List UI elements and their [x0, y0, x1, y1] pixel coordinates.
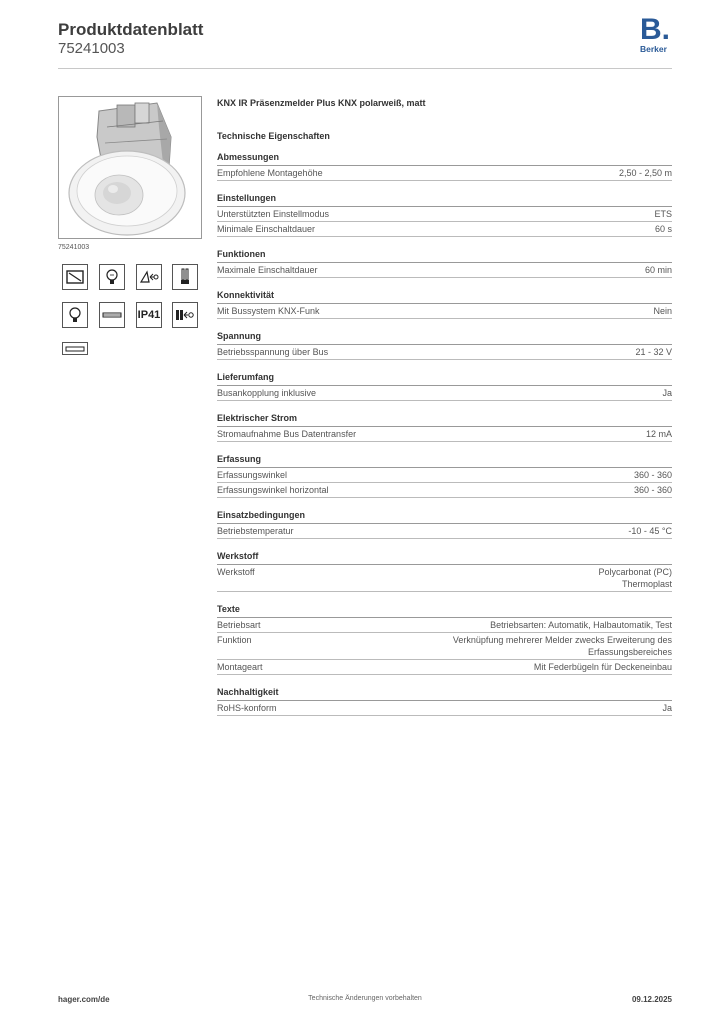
spec-row	[217, 304, 672, 319]
spec-group	[217, 330, 672, 360]
spec-group	[217, 151, 672, 181]
spec-group-title: Werkstoff	[217, 550, 672, 565]
spec-group-title: Einstellungen	[217, 192, 672, 207]
knx-icon	[172, 302, 198, 328]
page-title: Produktdatenblatt	[58, 20, 204, 39]
spec-value: Mit Federbügeln für Deckeneinbau	[533, 662, 672, 672]
header-divider	[58, 68, 672, 69]
spec-value: Ja	[662, 388, 672, 398]
spec-value: Betriebsarten: Automatik, Halbautomatik, Test	[490, 620, 672, 630]
spec-group-title: Nachhaltigkeit	[217, 686, 672, 701]
spec-row	[217, 263, 672, 278]
spec-label: Betriebsspannung über Bus	[217, 347, 329, 357]
spec-value: 60 s	[654, 224, 672, 234]
spec-row	[217, 565, 672, 592]
spec-row	[217, 207, 672, 222]
spec-row	[217, 701, 672, 716]
spec-content	[217, 96, 672, 716]
spec-label: Betriebstemperatur	[217, 526, 294, 536]
spec-group	[217, 686, 672, 716]
spec-group-title: Texte	[217, 603, 672, 618]
spec-row	[217, 660, 672, 675]
spec-group	[217, 550, 672, 592]
spec-label: RoHS-konform	[217, 703, 277, 713]
footer-notice: Technische Änderungen vorbehalten	[308, 995, 422, 1002]
spec-label: Unterstützten Einstellmodus	[217, 209, 330, 219]
bar-icon	[62, 342, 88, 355]
mounting-box-icon	[62, 264, 88, 290]
spec-row	[217, 524, 672, 539]
spec-groups	[217, 151, 672, 716]
spec-group	[217, 248, 672, 278]
page-header	[58, 20, 203, 58]
spec-group-title: Erfassung	[217, 453, 672, 468]
logo-brand: Berker	[640, 44, 667, 54]
spec-row	[217, 483, 672, 498]
spec-value: 21 - 32 V	[635, 347, 672, 357]
spec-label: Betriebsart	[217, 620, 261, 630]
ip41-label: IP41	[137, 309, 161, 321]
spec-value: Ja	[662, 703, 672, 713]
spec-group-title: Elektrischer Strom	[217, 412, 672, 427]
spec-label: Erfassungswinkel horizontal	[217, 485, 329, 495]
spec-row	[217, 427, 672, 442]
fluorescent-lamp-icon	[172, 264, 198, 290]
spec-group	[217, 453, 672, 498]
footer-date: 09.12.2025	[631, 995, 672, 1004]
spec-label: Funktion	[217, 635, 252, 645]
image-caption: 75241003	[58, 244, 90, 251]
spec-label: Montageart	[217, 662, 263, 672]
spec-group-title: Abmessungen	[217, 151, 672, 166]
spec-group-title: Funktionen	[217, 248, 672, 263]
spec-label: Maximale Einschaltdauer	[217, 265, 318, 275]
dimmer-bar-icon	[99, 302, 125, 328]
spec-group	[217, 509, 672, 539]
spec-label: Stromaufnahme Bus Datentransfer	[217, 429, 357, 439]
product-number: 75241003	[58, 40, 125, 57]
spec-row	[217, 166, 672, 181]
spec-row	[217, 633, 672, 660]
spec-value: -10 - 45 °C	[628, 526, 672, 536]
spec-value: 360 - 360	[633, 485, 672, 495]
sensor-icon	[136, 264, 162, 290]
tech-heading: Technische Eigenschaften	[217, 131, 330, 141]
spec-value: 2,50 - 2,50 m	[618, 168, 672, 178]
spec-value: 360 - 360	[633, 470, 672, 480]
spec-group	[217, 192, 672, 237]
spec-row	[217, 618, 672, 633]
bulb-icon	[99, 264, 125, 290]
spec-label: Minimale Einschaltdauer	[217, 224, 316, 234]
spec-row	[217, 345, 672, 360]
ip41-icon	[136, 302, 162, 328]
product-image	[58, 96, 202, 239]
spec-group	[217, 371, 672, 401]
spec-group	[217, 289, 672, 319]
spec-value: Polycarbonat (PC) Thermoplast	[598, 567, 672, 589]
spec-group-title: Einsatzbedingungen	[217, 509, 672, 524]
spec-group-title: Lieferumfang	[217, 371, 672, 386]
spec-value: 12 mA	[645, 429, 672, 439]
spec-label: Mit Bussystem KNX-Funk	[217, 306, 320, 316]
spec-value: Verknüpfung mehrerer Melder zwecks Erweiterung des Erfassungsbereiches	[452, 635, 672, 657]
product-title: KNX IR Präsenzmelder Plus KNX polarweiß, matt	[217, 98, 426, 108]
footer-website[interactable]: hager.com/de	[58, 995, 110, 1004]
spec-row	[217, 386, 672, 401]
spec-value: 60 min	[644, 265, 672, 275]
spec-label: Empfohlene Montagehöhe	[217, 168, 323, 178]
spec-value: ETS	[654, 209, 672, 219]
spec-group	[217, 603, 672, 675]
berker-logo	[640, 13, 674, 54]
spec-row	[217, 222, 672, 237]
spec-group-title: Spannung	[217, 330, 672, 345]
bulb-small-icon	[62, 302, 88, 328]
spec-label: Busankopplung inklusive	[217, 388, 317, 398]
spec-group-title: Konnektivität	[217, 289, 672, 304]
spec-row	[217, 468, 672, 483]
spec-value: Nein	[653, 306, 672, 316]
spec-label: Werkstoff	[217, 567, 255, 577]
spec-label: Erfassungswinkel	[217, 470, 288, 480]
logo-letter: B.	[640, 13, 670, 46]
spec-group	[217, 412, 672, 442]
